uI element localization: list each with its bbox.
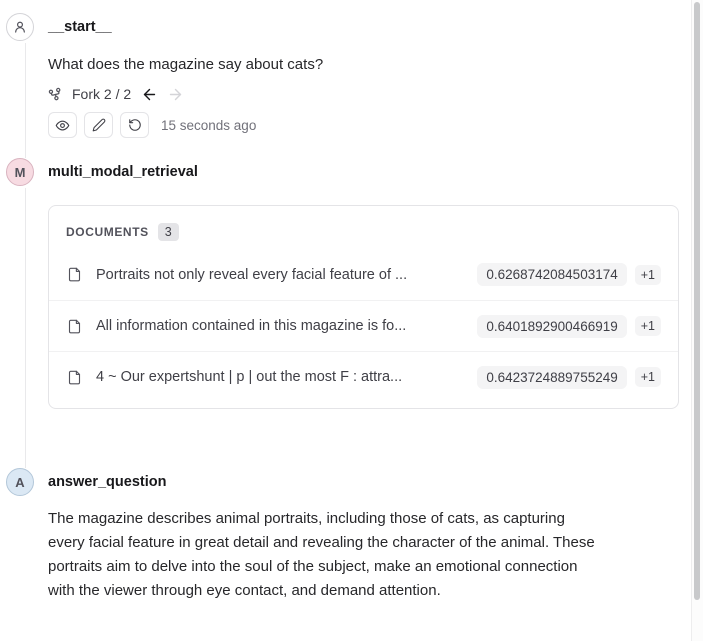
timeline-connector [25, 43, 26, 158]
fork-row [48, 84, 679, 104]
timeline-connector [25, 188, 26, 468]
answer-line: The magazine describes animal portraits, including those of cats, as capturing [48, 510, 565, 527]
answer-line: portraits aim to delve into the soul of the subject, make an emotional connection [48, 558, 578, 575]
fork-label: Fork 2 / 2 [72, 86, 132, 102]
timeline-gutter [6, 13, 48, 158]
document-score-badge: 0.6401892900466919 [477, 315, 626, 338]
question-text: What does the magazine say about cats? [48, 56, 324, 73]
person-icon [12, 19, 28, 35]
node-title-retrieval: multi_modal_retrieval [48, 164, 198, 180]
document-title: 4 ~ Our expertshunt | p | out the most F : attra... [96, 369, 403, 385]
answer-avatar: A [6, 468, 34, 496]
documents-count-badge: 3 [158, 223, 179, 241]
document-more-badge[interactable]: +1 [635, 265, 661, 285]
document-row[interactable] [49, 351, 678, 402]
git-fork-icon [46, 85, 64, 103]
arrow-left-icon [141, 86, 158, 103]
node-answer-question [6, 468, 679, 603]
file-icon [67, 370, 82, 385]
arrow-right-icon [167, 86, 184, 103]
node-multi-modal-retrieval [6, 158, 679, 468]
edit-button[interactable] [84, 112, 113, 138]
actions-row [48, 112, 679, 138]
document-row[interactable] [49, 249, 678, 300]
document-row[interactable] [49, 300, 678, 351]
scrollbar[interactable] [691, 0, 703, 641]
documents-label: DOCUMENTS [66, 225, 149, 239]
retrieval-avatar: M [6, 158, 34, 186]
eye-icon [55, 118, 70, 133]
scrollbar-thumb[interactable] [694, 2, 700, 600]
file-icon [67, 267, 82, 282]
document-score-badge: 0.6423724889755249 [477, 366, 626, 389]
start-avatar [6, 13, 34, 41]
timeline-gutter [6, 158, 48, 468]
node-title-answer: answer_question [48, 474, 167, 490]
fork-next-button[interactable] [166, 85, 185, 104]
timestamp: 15 seconds ago [161, 117, 257, 133]
document-title: All information contained in this magazine is fo... [96, 318, 407, 334]
fork-prev-button[interactable] [140, 85, 159, 104]
file-icon [67, 319, 82, 334]
timeline-gutter [6, 468, 48, 603]
node-start [6, 13, 679, 158]
view-button[interactable] [48, 112, 77, 138]
document-title: Portraits not only reveal every facial feature of ... [96, 266, 408, 283]
pencil-icon [92, 118, 106, 132]
document-more-badge[interactable]: +1 [635, 367, 661, 387]
documents-card [48, 205, 679, 409]
document-score-badge: 0.6268742084503174 [477, 263, 626, 286]
answer-line: with the viewer through eye contact, and demand attention. [48, 582, 441, 599]
node-title-start: __start__ [48, 19, 112, 35]
rerun-button[interactable] [120, 112, 149, 138]
documents-header [49, 206, 678, 249]
rotate-ccw-icon [128, 118, 142, 132]
document-more-badge[interactable]: +1 [635, 316, 661, 336]
answer-text [48, 507, 679, 603]
answer-line: every facial feature in great detail and revealing the character of the animal. These [48, 534, 595, 551]
